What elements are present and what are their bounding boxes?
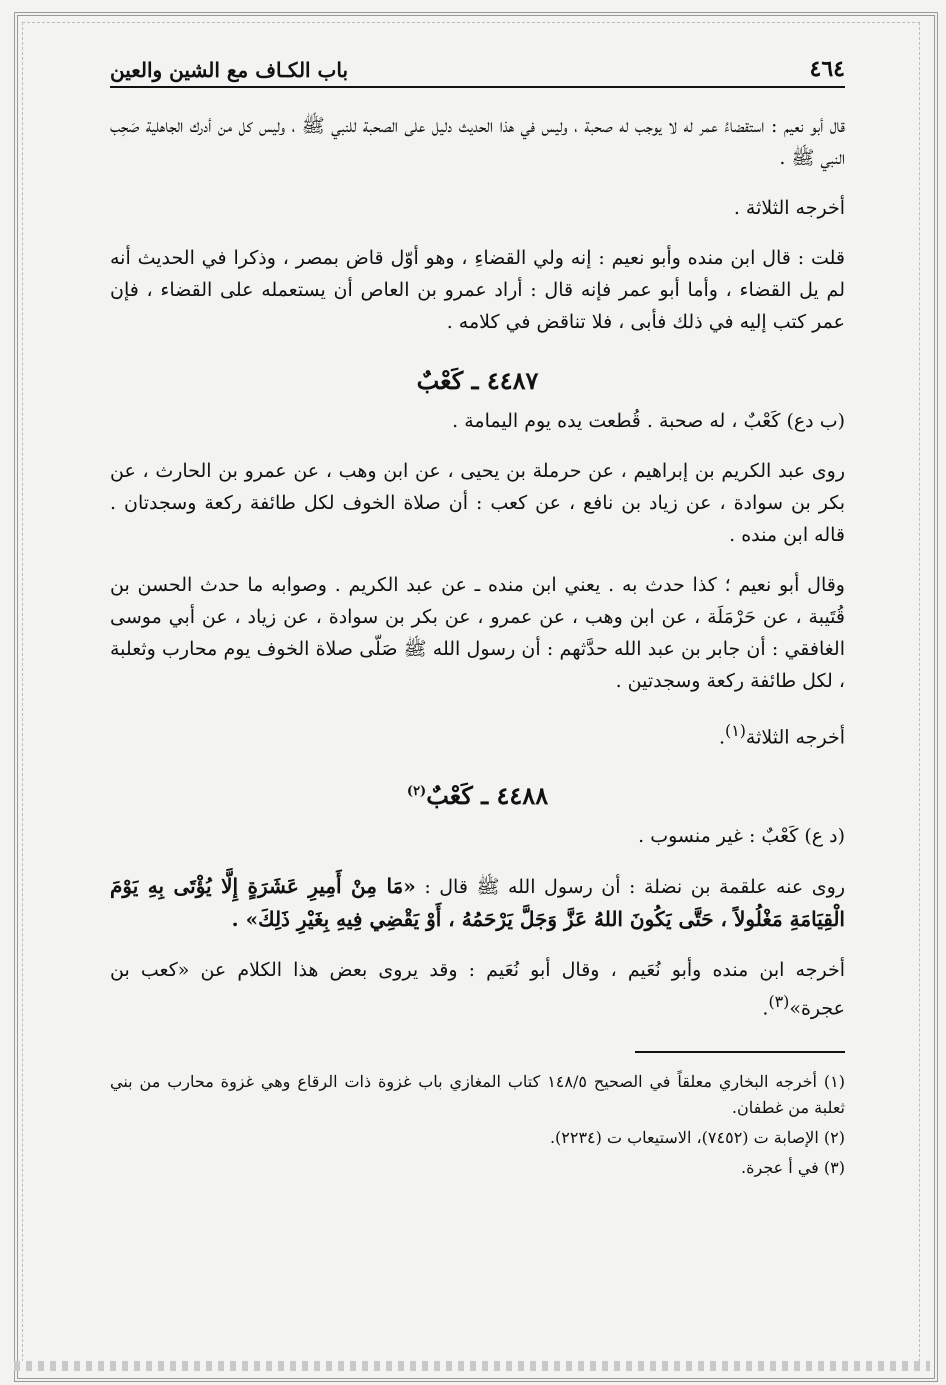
text: أخرجه الثلاثة	[745, 726, 845, 749]
decorative-border	[14, 1361, 930, 1371]
page-number: ٤٦٤	[809, 56, 845, 82]
text: .	[718, 726, 726, 749]
running-header	[110, 40, 845, 88]
text: أخرجه ابن منده وأبو نُعَيم ، وقال أبو نُعَيم : وقد يروى بعض هذا الكلام عن «كعب بن عجرة»	[110, 959, 845, 1020]
paragraph: وقال أبو نعيم ؛ كذا حدث به . يعني ابن منده ـ عن عبد الكريم . وصوابه ما حدث الحسن بن قُتَيبة ، عن حَرْمَلَة ، عن ابن وهب ، عن عمرو ، عن بكر بن سوادة ، عن زياد ، عن أبي موسى الغافقي : أن جابر بن عبد الله حدَّثهم : أن رسول الله ﷺ صَلّى صلاة الخوف يوم محارب وثعلبة ، لكل طائفة ركعة وسجدتين .	[110, 574, 845, 692]
paragraph: قلت : قال ابن منده وأبو نعيم : إنه ولي القضاءِ ، وهو أوّل قاض بمصر ، وذكرا في الحديث أنه لم يل القضاء ، وأما أبو عمر فإنه قال : أراد عمرو بن العاص أن يستعمله على القضاء ، فإن عمر كتب إليه في ذلك فأبى ، فلا تناقض في كلامه .	[110, 247, 845, 333]
footnote-ref[interactable]: (٢)	[406, 784, 427, 800]
paragraph	[110, 954, 845, 1024]
paragraph: أخرجه الثلاثة .	[733, 197, 845, 219]
footnote-ref[interactable]: (١)	[725, 721, 746, 740]
hadith-text: «مَا مِنْ أَمِيرِ عَشَرَةٍ إِلَّا يُؤْتَى بِهِ يَوْمَ الْقِيَامَةِ مَغْلُولاً ، حَتَّى يَكُونَ اللهُ عَزَّ وَجَلَّ يَرْحَمُهُ ، أَوْ يَقْضِي فِيهِ بِغَيْرِ ذَلِكَ» .	[110, 874, 845, 932]
text: روى عنه علقمة بن نضلة : أن رسول الله ﷺ قال :	[424, 876, 846, 899]
footnote: (٣) في أ عجرة.	[741, 1157, 845, 1177]
entry-title: ٤٤٨٨ ـ كَعْبٌ	[426, 781, 549, 811]
footnote: (٢) الإصابة ت (٧٤٥٢)، الاستيعاب ت (٢٢٣٤).	[549, 1127, 845, 1147]
entry-heading	[110, 366, 845, 395]
paragraph	[110, 715, 845, 753]
footnote-ref[interactable]: (٣)	[768, 992, 790, 1012]
paragraph: روى عبد الكريم بن إبراهيم ، عن حرملة بن يحيى ، عن ابن وهب ، عن عمرو بن الحارث ، عن بكر بن سوادة ، عن زياد بن نافع ، عن كعب : أن صلاة الخوف لكل طائفة ركعة وسجدتان . قاله ابن منده .	[110, 460, 845, 546]
footnote: (١) أخرجه البخاري معلقاً في الصحيح ١٤٨/٥ كتاب المغازي باب غزوة ذات الرقاع وهي غزوة محارب من بني ثعلبة من غطفان.	[110, 1071, 845, 1117]
paragraph: (د ع) كَعْبٌ : غير منسوب .	[638, 825, 845, 848]
footnote-separator	[635, 1051, 845, 1053]
chapter-title: باب الكـاف مع الشين والعين	[110, 58, 349, 82]
paragraph: قال أبو نعيم : استقضاءُ عمر له لا يوجب له صحبة ، وليس في هذا الحديث دليل على الصحبة للنبي ﷺ ، وليس كل من أدرك الجاهلية صَحِب النبي ﷺ .	[110, 115, 845, 169]
entry-title: ٤٤٨٧ ـ كَعْبٌ	[416, 366, 539, 395]
footnotes	[110, 1069, 845, 1181]
entry-heading	[110, 781, 845, 810]
text: .	[762, 997, 769, 1020]
paragraph: (ب دع) كَعْبٌ ، له صحبة . قُطعت يده يوم اليمامة .	[452, 410, 845, 432]
document-page	[110, 40, 845, 1350]
paragraph	[110, 870, 845, 936]
